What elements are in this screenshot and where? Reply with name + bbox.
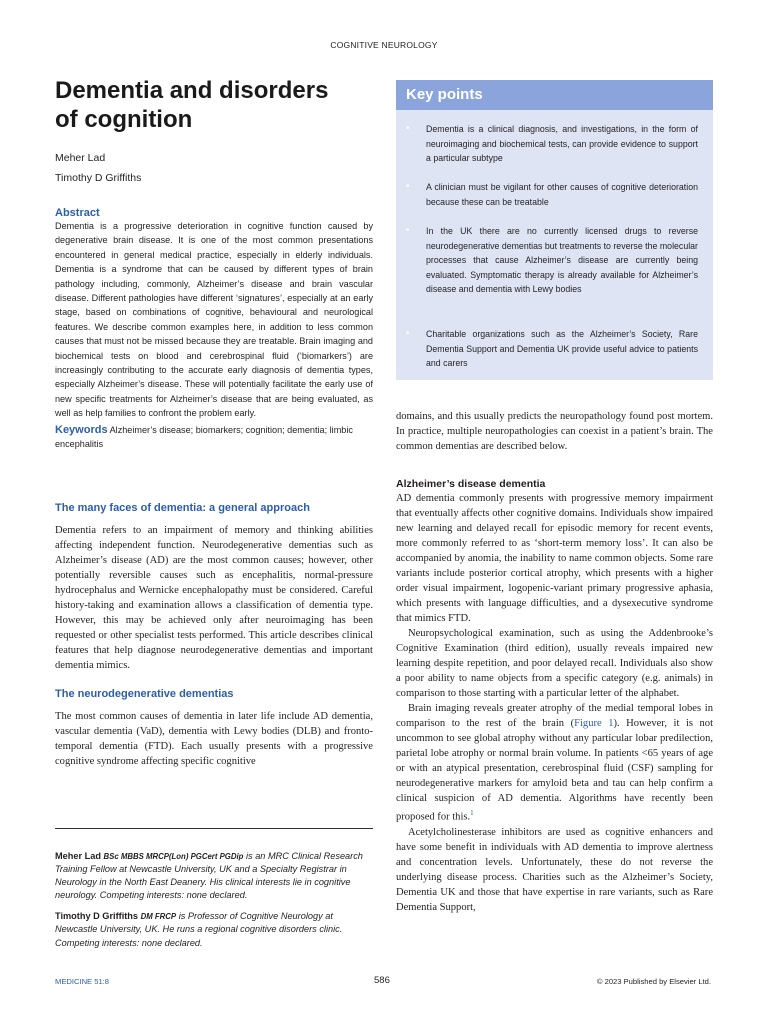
keywords xyxy=(55,423,373,452)
key-point-text: In the UK there are no currently licensed drugs to reverse neurodegenerative dementias but treatments to reverse the molecular processes that cause Alzheimer’s disease are currently being evaluated. Symptomatic therapy is already available for Alzheimer’s disease and dementia with Lewy bodies xyxy=(426,226,698,294)
section-heading-neurodegenerative: The neurodegenerative dementias xyxy=(55,687,234,700)
key-point-item xyxy=(406,224,698,297)
bullet-icon: • xyxy=(406,225,410,236)
author-2: Timothy D Griffiths xyxy=(55,172,142,184)
key-points-heading: Key points xyxy=(396,80,713,110)
title-line-1: Dementia and disorders xyxy=(55,77,329,104)
running-head: COGNITIVE NEUROLOGY xyxy=(330,40,438,50)
bio-2 xyxy=(55,910,373,949)
reference-1-link[interactable]: 1 xyxy=(470,809,474,817)
key-point-text: A clinician must be vigilant for other causes of cognitive deterioration because these can be treatable xyxy=(426,182,698,207)
figure-1-link[interactable]: Figure 1 xyxy=(574,718,614,729)
bio-2-credentials: DM FRCP xyxy=(140,912,177,922)
title-line-2: of cognition xyxy=(55,106,193,133)
ad-paragraph-1: AD dementia commonly presents with progressive memory impairment that eventually affects other cognitive domains. Individuals show impaired new learning and delayed recall for episodic memory for recent events, more commonly referred to as ‘short-term memory loss’. It can also be accompanied by anomia, the inability to name common objects. Some rare variants include posterior cortical atrophy, which presents with a higher order visual impairment, logopenic-variant primary progressive aphasia, which presents with language difficulties, and a dysexecutive syndrome that mimics FTD. xyxy=(396,493,713,624)
ad-paragraph-3 xyxy=(396,701,713,825)
bio-2-name: Timothy D Griffiths xyxy=(55,911,139,922)
key-point-text: Charitable organizations such as the Alzheimer’s Society, Rare Dementia Support and Dementia UK provide useful advice to patients and carers xyxy=(426,329,698,368)
abstract-heading: Abstract xyxy=(55,207,100,219)
copyright: © 2023 Published by Elsevier Ltd. xyxy=(596,977,711,986)
bio-1 xyxy=(55,850,373,902)
page-number: 586 xyxy=(374,975,390,986)
key-points-box xyxy=(396,80,713,380)
bio-1-credentials: BSc MBBS MRCP(Lon) PGCert PGDip xyxy=(103,852,244,861)
journal-citation: MEDICINE 51:8 xyxy=(55,977,110,986)
bullet-icon: • xyxy=(406,123,410,134)
right-intro-text: domains, and this usually predicts the neuropathology found post mortem. In practice, multiple neuropathologies can coexist in a patient’s brain. The common dementias are described below. xyxy=(396,411,713,452)
key-point-item xyxy=(406,327,698,371)
author-bios xyxy=(55,850,373,950)
key-point-text: Dementia is a clinical diagnosis, and investigations, in the form of neuroimaging and biochemical tests, can provide evidence to support a particular subtype xyxy=(426,124,698,163)
ad-p3-part1: Brain imaging reveals greater atrophy of the medial temporal lobes in comparison to the rest of the brain ( xyxy=(396,703,713,729)
section-text-neurodegenerative: The most common causes of dementia in later life include AD dementia, vascular dementia (VaD), dementia with Lewy bodies (DLB) and fronto-temporal dementia (FTD). Each usually presents with a progressive cognitive syndrome affecting specific cognitive xyxy=(55,710,373,767)
right-column-body xyxy=(396,409,713,915)
section-text-general-approach: Dementia refers to an impairment of memory and thinking abilities affecting independent function. Neurodegenerative dementias such as Alzheimer’s disease (AD) are the most common causes; however, other potentially reversible causes such as encephalitis, normal-pressure hydrocephalus and Wernicke encephalopathy must be considered. Careful history-taking and examination allows a classification of dementia type. However, this may be achieved only after neuroimaging has been requested or other specialist tests performed. This article describes clinical features that help diagnose neurodegenerative dementias and important dementia mimics. xyxy=(55,524,373,671)
bio-divider xyxy=(55,828,373,829)
ad-section-heading: Alzheimer’s disease dementia xyxy=(396,478,546,490)
article-title xyxy=(55,76,373,134)
key-point-item xyxy=(406,122,698,166)
abstract-text: Dementia is a progressive deterioration in cognitive function caused by degenerative brain disease. It is one of the most common presentations encountered in general medical practice, especially in elderly individuals. Dementia is a syndrome that can be caused by different types of brain pathology including, commonly, Alzheimer’s disease and brain vascular disease. Different pathologies have different ‘signatures’, especially at an early stage, based on combinations of cognitive, behavioural and neurological features. We describe common examples here, in addition to less common causes that must not be missed because they are treatable. Brain imaging and biochemical tests on blood and cerebrospinal fluid (‘biomarkers’) are increasingly contributing to the accurate early diagnosis of dementia types, especially Alzheimer’s disease. These will potentially facilitate the early use of new specific treatments for Alzheimer’s disease that are being evaluated, as well as help families to confront the problem early. xyxy=(55,221,373,419)
keywords-text: Alzheimer’s disease; biomarkers; cognition; dementia; limbic encephalitis xyxy=(55,424,353,450)
keywords-label: Keywords xyxy=(55,423,108,436)
bullet-icon: • xyxy=(406,328,410,339)
bio-2-text: is Professor of Cognitive Neurology at Newcastle University, UK. He runs a regional cognitive disorders clinic. Competing interests: none declared. xyxy=(55,911,343,948)
author-1: Meher Lad xyxy=(55,152,106,164)
bio-1-text: is an MRC Clinical Research Training Fellow at Newcastle University, UK and a Specialty Registrar in Neurology in the North East Deanery. His clinical interests lie in cognitive neurology. Competing interests: none declared. xyxy=(55,851,363,901)
bullet-icon: • xyxy=(406,181,410,192)
ad-p3-part2: ). However, it is not uncommon to see global atrophy without any particular lobar predilection, parietal lobe atrophy or normal brain volume. In patients <65 years of age or with an atypical presentation, cerebrospinal fluid (CSF) sampling for neurodegenerative markers for amyloid beta and tau can help confirm a clinical suspicion of AD dementia. Algorithms have recently been proposed for this. xyxy=(396,718,713,823)
ad-paragraph-4: Acetylcholinesterase inhibitors are used as cognitive enhancers and have some benefit in individuals with AD dementia to improve alertness and concentration levels. Unfortunately, these do not reverse the underlying disease process. Charities such as the Alzheimer’s Society, Dementia UK and those that have expertise in rare variants, such as Rare Dementia Support, xyxy=(396,826,713,913)
ad-paragraph-2: Neuropsychological examination, such as using the Addenbrooke’s Cognitive Examination (third edition), usually reveals impaired new learning despite repetition, and poor delayed recall. Individuals also show a poor ability to name objects from a specific category (e.g. animals) in comparison to those starting with a particular letter of the alphabet. xyxy=(396,628,713,699)
bio-1-name: Meher Lad xyxy=(55,851,101,861)
section-heading-general-approach: The many faces of dementia: a general approach xyxy=(55,501,310,514)
key-point-item xyxy=(406,180,698,209)
